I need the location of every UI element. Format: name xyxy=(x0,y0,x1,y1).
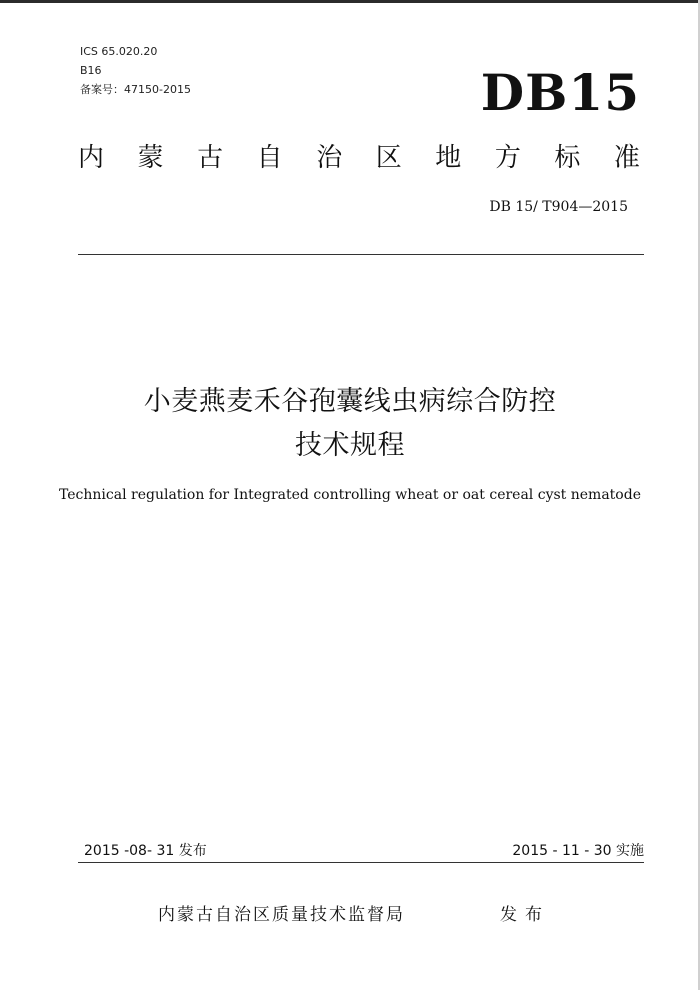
bottom-divider xyxy=(78,862,644,863)
chinese-title-line-1: 小麦燕麦禾谷孢囊线虫病综合防控 xyxy=(143,386,557,417)
chinese-title-line-2: 技术规程 xyxy=(295,430,405,461)
standard-type-char: 准 xyxy=(613,143,640,173)
issue-label: 发布 xyxy=(500,905,550,925)
standard-type-title xyxy=(78,138,640,178)
standard-type-char: 方 xyxy=(494,143,521,173)
standard-type-char: 内 xyxy=(78,143,105,173)
english-title: Technical regulation for Integrated controlling wheat or oat cereal cyst nematode xyxy=(59,487,641,503)
top-divider xyxy=(78,254,644,255)
scan-edge-top xyxy=(0,0,700,3)
standard-type-char: 蒙 xyxy=(137,143,164,173)
standard-code: DB 15/ T904—2015 xyxy=(489,199,628,215)
classification-block xyxy=(80,42,191,99)
ics-code: ICS 65.020.20 xyxy=(80,45,158,58)
ccs-code: B16 xyxy=(80,64,102,77)
implement-date: 2015 - 11 - 30 实施 xyxy=(512,843,644,859)
standard-type-char: 古 xyxy=(197,143,224,173)
standard-type-char: 地 xyxy=(435,143,462,173)
standard-type-char: 治 xyxy=(316,143,343,173)
record-number: 备案号：47150-2015 xyxy=(80,83,191,96)
standard-type-char: 标 xyxy=(554,143,581,173)
publish-date: 2015 -08- 31 发布 xyxy=(84,843,207,859)
standard-type-char: 区 xyxy=(375,143,402,173)
issuing-authority: 内蒙古自治区质量技术监督局 xyxy=(158,905,405,925)
db-logo: DB15 xyxy=(480,63,640,122)
chinese-title xyxy=(60,380,640,468)
standard-type-char: 自 xyxy=(256,143,283,173)
